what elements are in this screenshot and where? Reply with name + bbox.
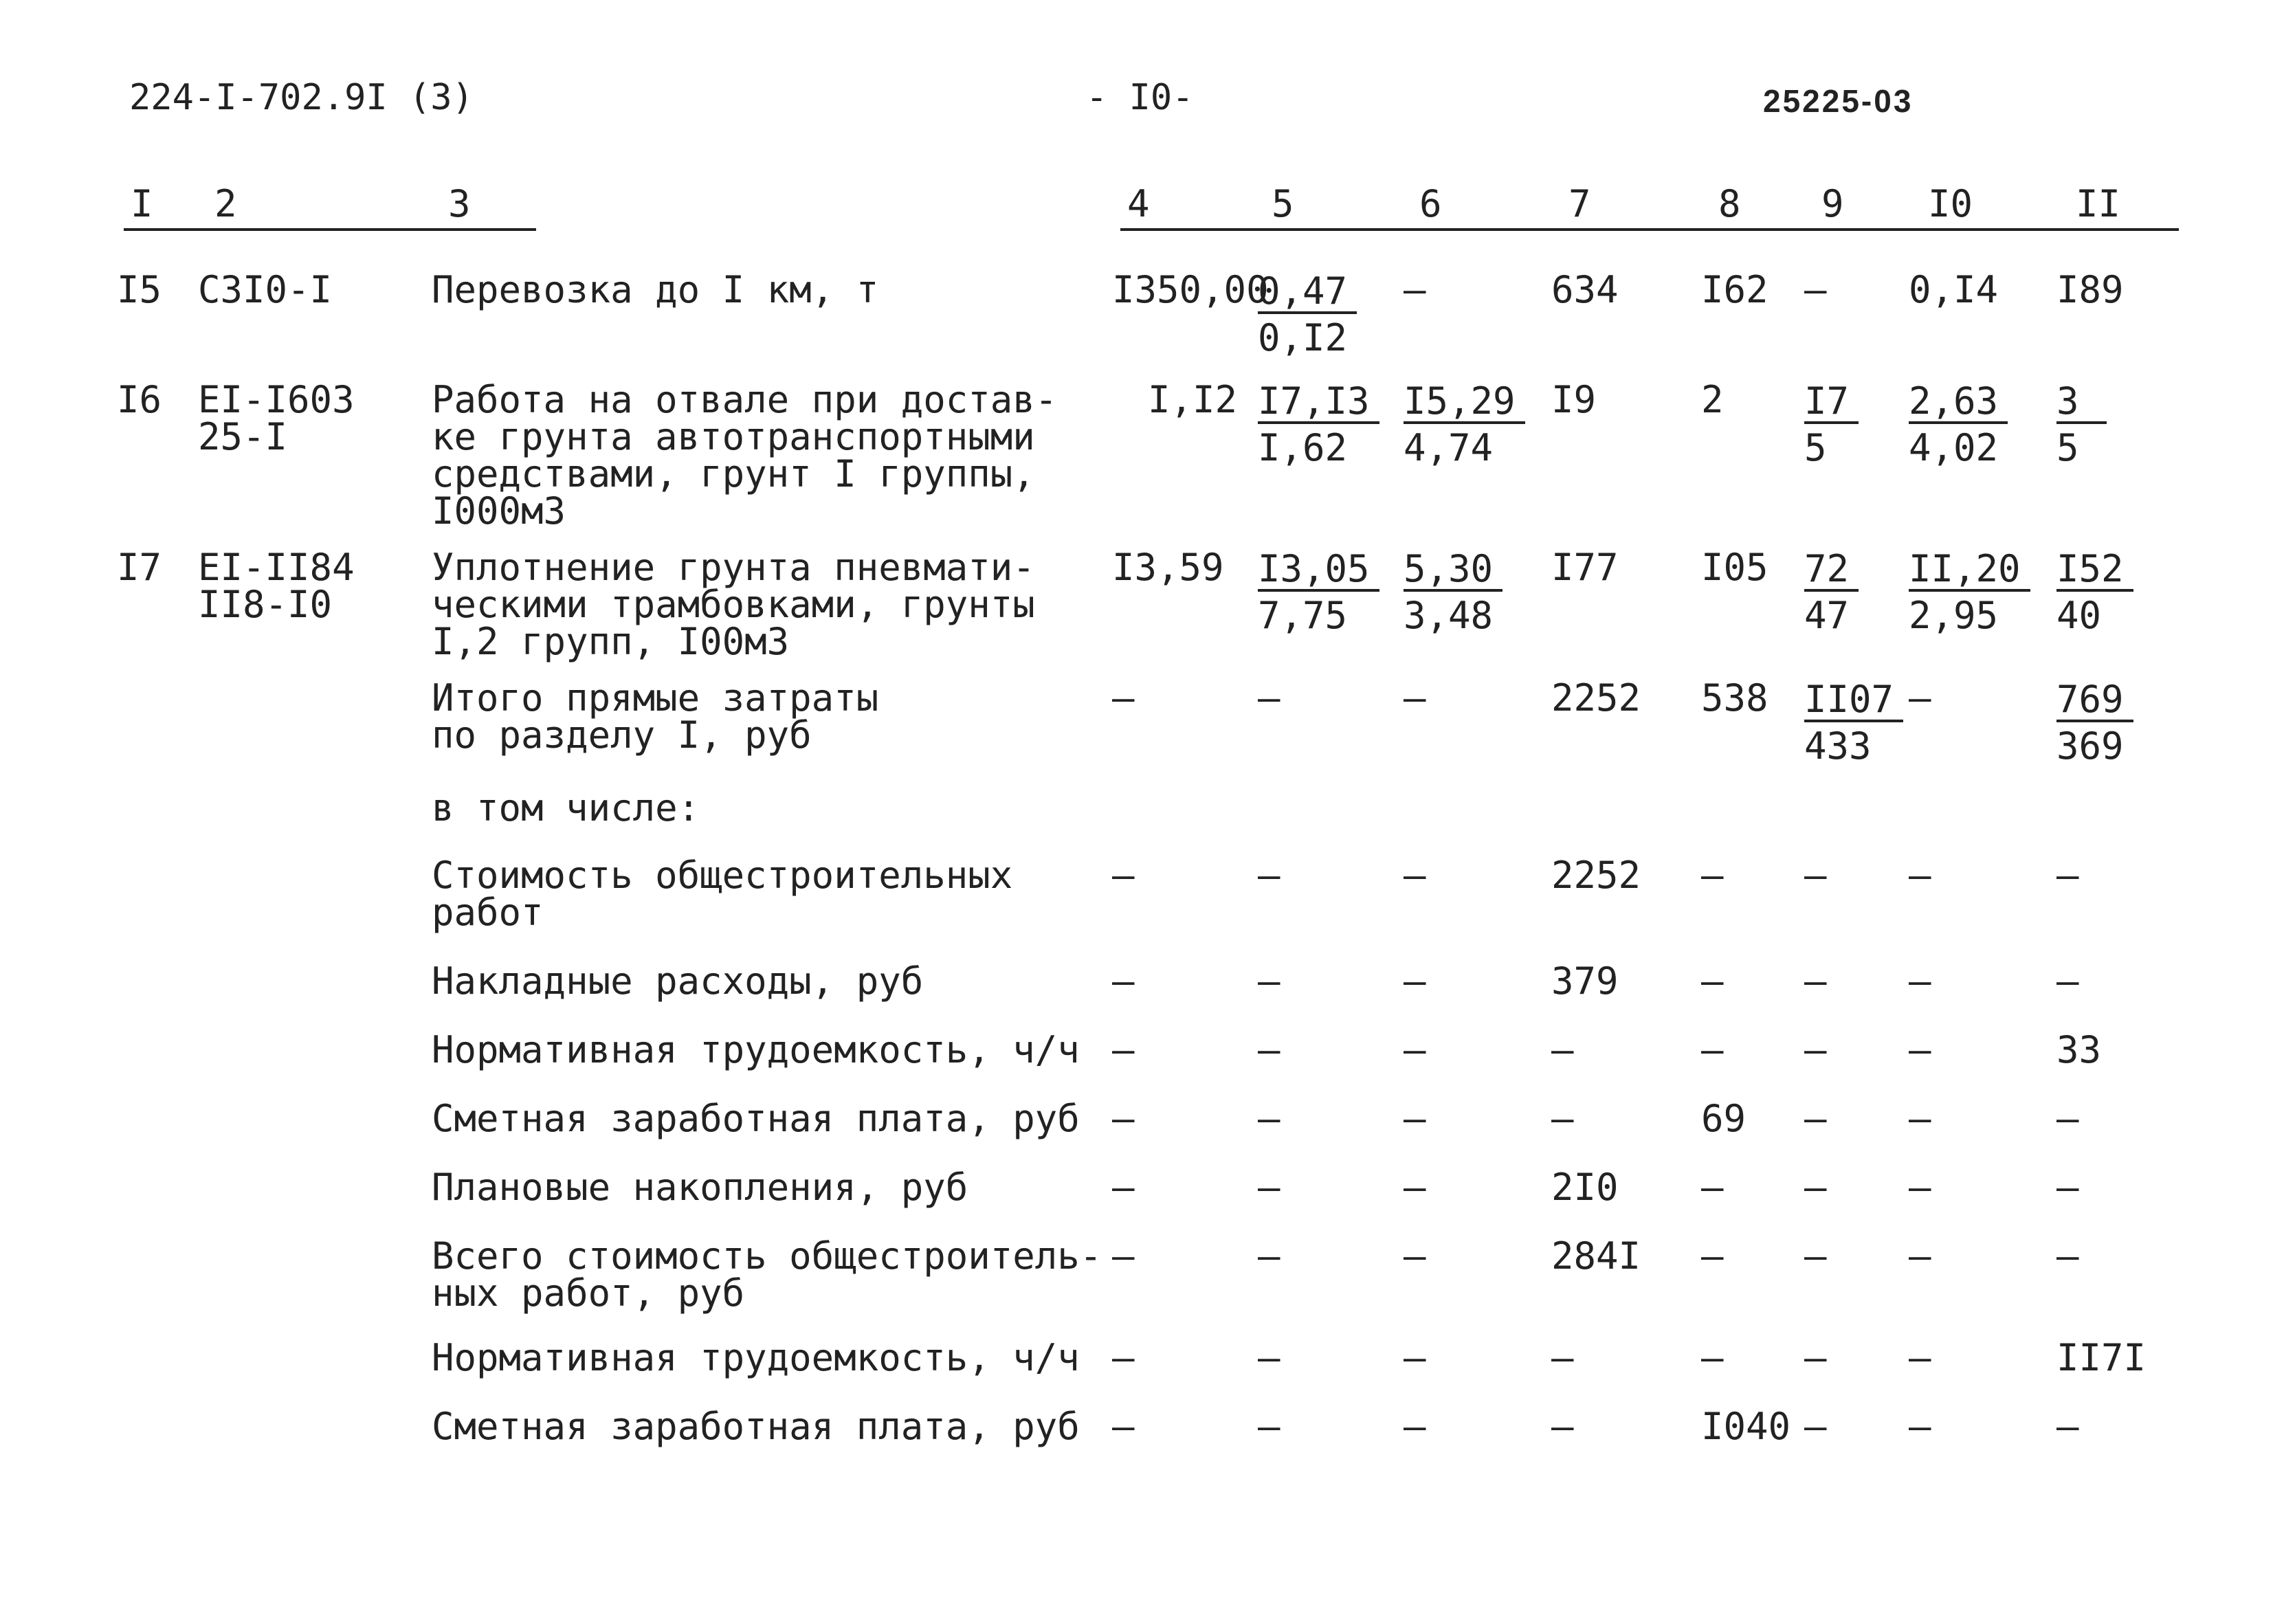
cell-col7: I9 — [1551, 378, 1597, 421]
column-number: 4 — [1127, 182, 1150, 225]
column-number: 7 — [1568, 182, 1591, 225]
column-number: 3 — [448, 182, 471, 225]
cell-col5: – — [1258, 676, 1280, 720]
cell-c4: – — [1112, 1336, 1135, 1379]
work-description: Уплотнение грунта пневмати-ческими трамбовками, грунты I,2 групп, I00м3 — [432, 546, 1035, 663]
including-row — [117, 790, 2206, 827]
cell-c4: – — [1112, 1097, 1135, 1140]
cell-c11: – — [2056, 1405, 2079, 1448]
cell-col10: 0,I4 — [1909, 268, 1999, 311]
summary-description: Накладные расходы, руб — [432, 959, 924, 1003]
cell-c8: – — [1701, 1234, 1724, 1278]
fraction — [1258, 271, 1357, 362]
cell-col9: – — [1804, 268, 1827, 311]
header-rule — [124, 228, 536, 231]
cell-col10 — [1909, 381, 2056, 530]
cell-c6: – — [1404, 1336, 1426, 1379]
norm-code: ЕI-II84 II8-I0 — [198, 546, 355, 626]
cell-c10: – — [1909, 854, 1931, 897]
cell-c4: – — [1112, 959, 1135, 1003]
fraction-denominator: 5 — [1804, 426, 1827, 469]
cell-c7: – — [1551, 1028, 1574, 1071]
summary-line — [117, 1408, 2206, 1445]
cell-c7: – — [1551, 1097, 1574, 1140]
cell-c10: – — [1909, 1336, 1931, 1379]
summary-line — [117, 1169, 2206, 1206]
cell-c11: 33 — [2056, 1028, 2102, 1071]
cell-col11 — [2056, 680, 2206, 770]
summary-description: Стоимость общестроительных работ — [432, 854, 1013, 934]
column-number: II — [2076, 182, 2121, 225]
cell-c10: – — [1909, 1234, 1931, 1278]
summary-line — [117, 1100, 2206, 1137]
summary-description: Всего стоимость общестроитель-ных работ, руб — [432, 1234, 1102, 1315]
column-number: 5 — [1272, 182, 1294, 225]
cell-col8: 2 — [1701, 378, 1724, 421]
cell-c10: – — [1909, 959, 1931, 1003]
cell-col6: – — [1404, 268, 1426, 311]
fraction-denominator: 7,75 — [1258, 594, 1348, 637]
cell-col6 — [1404, 381, 1551, 530]
fraction-numerator: I5,29 — [1404, 381, 1525, 424]
cell-col5 — [1258, 549, 1404, 660]
cell-col6: – — [1404, 676, 1426, 720]
fraction-numerator: I3,05 — [1258, 549, 1379, 592]
cell-c10: – — [1909, 1097, 1931, 1140]
cell-c9: – — [1804, 1234, 1827, 1278]
fraction-denominator: 3,48 — [1404, 594, 1494, 637]
cell-c6: – — [1404, 1234, 1426, 1278]
cell-c8: – — [1701, 1166, 1724, 1209]
cell-quantity: I3,59 — [1112, 546, 1224, 589]
row-number: I5 — [117, 268, 162, 311]
summary-description: Нормативная трудоемкость, ч/ч — [432, 1336, 1080, 1379]
work-description: Перевозка до I км, т — [432, 268, 879, 311]
column-number-row — [0, 182, 2273, 234]
fraction — [2056, 680, 2133, 770]
cell-c7: – — [1551, 1405, 1574, 1448]
column-number: 6 — [1419, 182, 1442, 225]
work-description: Работа на отвале при достав-ке грунта автотранспортными средствами, грунт I группы, I000м3 — [432, 378, 1058, 533]
cell-c8: 69 — [1701, 1097, 1747, 1140]
cell-c11: – — [2056, 1234, 2079, 1278]
summary-line — [117, 1339, 2206, 1377]
fraction-denominator: 2,95 — [1909, 594, 1999, 637]
fraction-denominator: 5 — [2056, 426, 2079, 469]
cell-c4: – — [1112, 1166, 1135, 1209]
cell-col8: I62 — [1701, 268, 1768, 311]
cell-c7: 284I — [1551, 1234, 1641, 1278]
header-rule — [1120, 228, 2179, 231]
cell-c9: – — [1804, 1097, 1827, 1140]
fraction-numerator: I7,I3 — [1258, 381, 1379, 424]
fraction — [1258, 549, 1379, 640]
fraction-numerator: 0,47 — [1258, 271, 1357, 314]
cell-col5 — [1258, 381, 1404, 530]
cell-c8: – — [1701, 854, 1724, 897]
summary-line — [117, 1032, 2206, 1069]
fraction-numerator: 3 — [2056, 381, 2107, 424]
cell-c8: – — [1701, 1028, 1724, 1071]
cell-col10: – — [1909, 676, 1931, 720]
cell-c7: 2252 — [1551, 854, 1641, 897]
column-number: 8 — [1718, 182, 1741, 225]
cell-col8: 538 — [1701, 676, 1768, 720]
fraction-numerator: II,20 — [1909, 549, 2030, 592]
cell-c11: – — [2056, 1097, 2079, 1140]
cell-c5: – — [1258, 1028, 1280, 1071]
cell-c9: – — [1804, 1028, 1827, 1071]
cell-col7: 2252 — [1551, 676, 1641, 720]
norm-code: С3I0-I — [198, 268, 333, 311]
fraction-denominator: 369 — [2056, 724, 2124, 768]
cell-c9: – — [1804, 1166, 1827, 1209]
cell-c5: – — [1258, 1405, 1280, 1448]
fraction-denominator: 47 — [1804, 594, 1850, 637]
cell-c5: – — [1258, 854, 1280, 897]
cell-col10 — [1909, 549, 2056, 660]
cell-c5: – — [1258, 1234, 1280, 1278]
table-row — [117, 381, 2206, 530]
cell-col5 — [1258, 271, 1404, 362]
fraction — [1804, 680, 1903, 770]
fraction-denominator: 0,I2 — [1258, 316, 1348, 359]
fraction — [1804, 549, 1859, 640]
fraction-numerator: I7 — [1804, 381, 1859, 424]
fraction — [1804, 381, 1859, 472]
cell-c6: – — [1404, 854, 1426, 897]
cell-c4: – — [1112, 1405, 1135, 1448]
cell-quantity: I350,00 — [1112, 268, 1269, 311]
cell-c10: – — [1909, 1028, 1931, 1071]
fraction — [1404, 381, 1525, 472]
fraction-numerator: I52 — [2056, 549, 2133, 592]
including-label: в том числе: — [432, 786, 700, 830]
cell-col9 — [1804, 381, 1909, 530]
fraction-denominator: 4,74 — [1404, 426, 1494, 469]
cell-col6 — [1404, 549, 1551, 660]
column-number: 9 — [1821, 182, 1844, 225]
cell-c4: – — [1112, 1028, 1135, 1071]
cell-c9: – — [1804, 959, 1827, 1003]
column-number: I0 — [1928, 182, 1973, 225]
cell-c11: – — [2056, 959, 2079, 1003]
cell-c9: – — [1804, 854, 1827, 897]
cell-c5: – — [1258, 959, 1280, 1003]
row-number: I6 — [117, 378, 162, 421]
fraction-numerator: 72 — [1804, 549, 1859, 592]
cell-quantity: – — [1112, 676, 1135, 720]
fraction-numerator: 2,63 — [1909, 381, 2008, 424]
fraction — [1404, 549, 1503, 640]
archive-stamp: 25225-03 — [1763, 83, 1914, 119]
fraction-denominator: I,62 — [1258, 426, 1348, 469]
cell-c5: – — [1258, 1097, 1280, 1140]
cell-col7: 634 — [1551, 268, 1619, 311]
cell-c5: – — [1258, 1336, 1280, 1379]
cell-c4: – — [1112, 854, 1135, 897]
fraction — [1909, 549, 2030, 640]
column-number: I — [131, 182, 153, 225]
total-description: Итого прямые затраты по разделу I, руб — [432, 676, 879, 757]
cell-col11: I89 — [2056, 268, 2124, 311]
cell-c7: 379 — [1551, 959, 1619, 1003]
fraction — [1258, 381, 1379, 472]
fraction-denominator: 4,02 — [1909, 426, 1999, 469]
summary-line — [117, 1238, 2206, 1312]
cell-c11: II7I — [2056, 1336, 2147, 1379]
summary-lines — [117, 854, 2206, 1477]
norm-code: ЕI-I603 25-I — [198, 378, 355, 458]
fraction-numerator: 5,30 — [1404, 549, 1503, 592]
cell-c7: – — [1551, 1336, 1574, 1379]
fraction — [2056, 381, 2107, 472]
cell-c8: – — [1701, 959, 1724, 1003]
cell-c6: – — [1404, 1028, 1426, 1071]
total-row-direct-costs — [117, 680, 2206, 770]
cell-c6: – — [1404, 1405, 1426, 1448]
summary-description: Сметная заработная плата, руб — [432, 1405, 1080, 1448]
cell-c10: – — [1909, 1166, 1931, 1209]
fraction-denominator: 433 — [1804, 724, 1872, 768]
fraction-denominator: 40 — [2056, 594, 2102, 637]
cell-col9 — [1804, 549, 1909, 660]
cell-c6: – — [1404, 1166, 1426, 1209]
fraction — [2056, 549, 2133, 640]
table-row — [117, 549, 2206, 660]
cell-c4: – — [1112, 1234, 1135, 1278]
cell-c8: I040 — [1701, 1405, 1791, 1448]
cell-c9: – — [1804, 1336, 1827, 1379]
cell-col9 — [1804, 680, 1909, 770]
cell-c6: – — [1404, 1097, 1426, 1140]
summary-description: Сметная заработная плата, руб — [432, 1097, 1080, 1140]
table-row — [117, 271, 2206, 362]
cell-col11 — [2056, 549, 2206, 660]
fraction-numerator: II07 — [1804, 680, 1903, 722]
fraction-numerator: 769 — [2056, 680, 2133, 722]
cell-c8: – — [1701, 1336, 1724, 1379]
summary-description: Плановые накопления, руб — [432, 1166, 968, 1209]
document-code: 224-I-702.9I (3) — [129, 77, 474, 118]
summary-description: Нормативная трудоемкость, ч/ч — [432, 1028, 1080, 1071]
page-number: - I0- — [1086, 77, 1194, 118]
row-number: I7 — [117, 546, 162, 589]
cell-c11: – — [2056, 854, 2079, 897]
summary-line — [117, 857, 2206, 931]
summary-line — [117, 963, 2206, 1000]
cell-col11 — [2056, 381, 2206, 530]
fraction — [1909, 381, 2008, 472]
cell-quantity: I,I2 — [1147, 378, 1237, 421]
cell-col7: I77 — [1551, 546, 1619, 589]
cell-c6: – — [1404, 959, 1426, 1003]
cell-c7: 2I0 — [1551, 1166, 1619, 1209]
cell-col8: I05 — [1701, 546, 1768, 589]
cost-estimate-table — [117, 268, 2206, 1477]
cell-c11: – — [2056, 1166, 2079, 1209]
cell-c5: – — [1258, 1166, 1280, 1209]
cell-c9: – — [1804, 1405, 1827, 1448]
column-number: 2 — [214, 182, 237, 225]
cell-c10: – — [1909, 1405, 1931, 1448]
